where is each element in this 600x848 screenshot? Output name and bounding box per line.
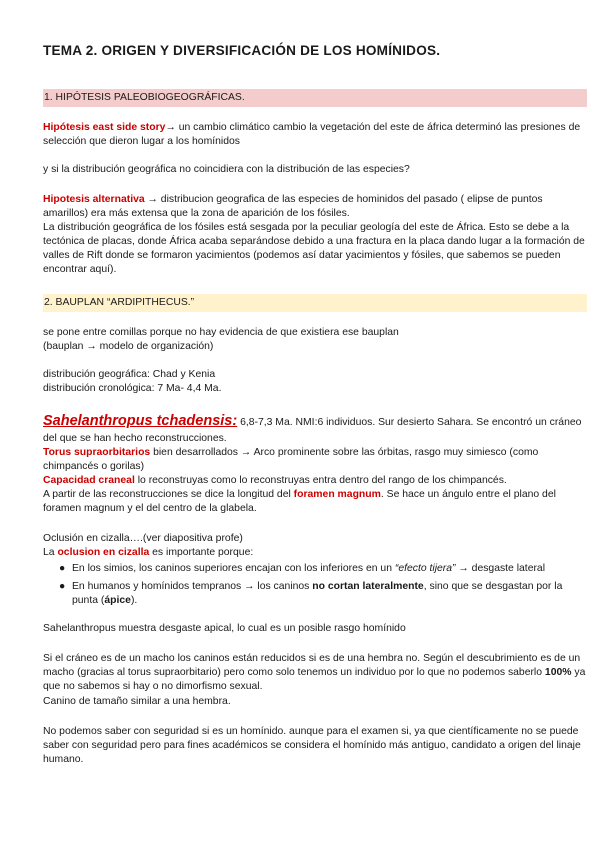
sahelanthropus-name: Sahelanthropus tchadensis: [43,413,238,429]
list-item [59,562,586,576]
apical-wear-note: Sahelanthropus muestra desgaste apical, lo cual es un posible rasgo homínido [43,623,406,634]
geographic-distribution: distribución geográfica: Chad y Kenia [43,369,216,380]
distribution-question: y si la distribución geográfica no coincidiera con la distribución de las especies? [43,164,410,175]
oclusion-list [43,562,586,608]
torus-text: bien desarrollados → Arco prominente sobre las órbitas, rasgo muy simiesco (como chimpancés o gorilas) [43,447,539,472]
dimorphism-text-b: ya que no sabemos si hay o no dimorfismo sexual. [43,667,586,692]
oclusion-term: oclusion en cizalla [57,547,150,558]
alternative-hypothesis-paragraph [43,193,586,221]
list-item [59,580,586,608]
sahelanthropus-paragraph [43,413,586,447]
alternative-hypothesis-text: → distribucion geografica de las especies de hominidos del pasado ( elipse de puntos amarillos) era más extensa que la zona de aparición de los fósiles. [43,194,543,219]
bauplan-definition: (bauplan → modelo de organización) [43,341,214,352]
bullet-icon: ● [59,581,66,592]
alternative-hypothesis-term: Hipotesis alternativa [43,194,145,205]
oclusion-text-b: es importante porque: [149,547,254,558]
oclusion-paragraph [43,546,586,560]
bullet2-bold: no cortan lateralmente [312,581,424,592]
canine-size-note: Canino de tamaño similar a una hembra. [43,696,231,707]
bullet-icon: ● [59,563,66,574]
east-side-story-text: → un cambio climático cambio la vegetación del este de áfrica determinó las presiones de selección que dieron lugar a los homínidos [43,122,581,147]
bauplan-note: se pone entre comillas porque no hay evidencia de que existiera ese bauplan [43,327,399,338]
foramen-term: foramen magnum [293,489,381,500]
bullet1-text-b: → desgaste lateral [455,563,546,574]
final-paragraph: No podemos saber con seguridad si es un homínido. aunque para el examen si, ya que científicamente no se puede saber con seguridad pero para fines académicos se considera el homínido más antiguo, candidato a origen del linaje humano. [43,726,581,765]
sahelanthropus-intro: 6,8-7,3 Ma. NMI:6 individuos. Sur desierto Sahara. Se encontró un cráneo del que se han hecho reconstrucciones. [43,417,582,444]
cranial-capacity-term: Capacidad craneal [43,475,135,486]
bullet1-text-a: En los simios, los caninos superiores encajan con los inferiores en un [72,563,395,574]
bullet2-text-a: En humanos y homínidos tempranos → los caninos [72,581,313,592]
bullet1-emphasis: “efecto tijera” [394,563,456,574]
bullet2-text-c: ). [130,595,138,606]
torus-term: Torus supraorbitarios [43,447,151,458]
foramen-text-a: A partir de las reconstrucciones se dice la longitud del [43,489,294,500]
cranial-capacity-text: lo reconstruyas como lo reconstruyas entra dentro del rango de los chimpancés. [134,475,507,486]
section-2-heading: 2. BAUPLAN “ARDIPITHECUS.” [43,294,587,312]
dimorphism-bold: 100% [544,667,572,678]
bullet2-bold2: ápice [104,595,131,606]
bullet2-text-b: , sino que se desgastan por la punta ( [72,581,563,606]
oclusion-note: Oclusión en cizalla….(ver diapositiva profe) [43,533,243,544]
section-1-heading: 1. HIPÓTESIS PALEOBIOGEOGRÁFICAS. [43,89,587,107]
oclusion-text-a: La [43,547,58,558]
torus-paragraph [43,446,586,474]
chronological-distribution: distribución cronológica: 7 Ma- 4,4 Ma. [43,383,222,394]
cranial-capacity-paragraph [43,474,586,488]
foramen-text-b: . Se hace un ángulo entre el plano del foramen magnum y el del centro de la glabela. [43,489,556,514]
east-side-story-term: Hipótesis east side story [43,122,166,133]
fossil-geology-paragraph: La distribución geográfica de los fósiles está sesgada por la peculiar geología del este de África. Esto se debe a la tectónica de placas, donde África acaba separándose debido a una fractura en la placa dando lugar a la formación de valles de Rift donde se formaron yacimientos (podemos así datar yacimientos y fósiles, que sabemos se pueden encontrar aquí). [43,222,585,275]
foramen-paragraph [43,488,586,516]
east-side-story-paragraph [43,121,586,149]
dimorphism-paragraph [43,652,586,694]
dimorphism-text-a: Si el cráneo es de un macho los caninos están reducidos si es de una hembra no. Según el descubrimiento es de un macho (gracias al torus supraorbitario) pero como solo tenemos un individuo por lo que no podemos saberlo [43,653,581,678]
page-title: TEMA 2. ORIGEN Y DIVERSIFICACIÓN DE LOS HOMÍNIDOS. [43,43,441,58]
